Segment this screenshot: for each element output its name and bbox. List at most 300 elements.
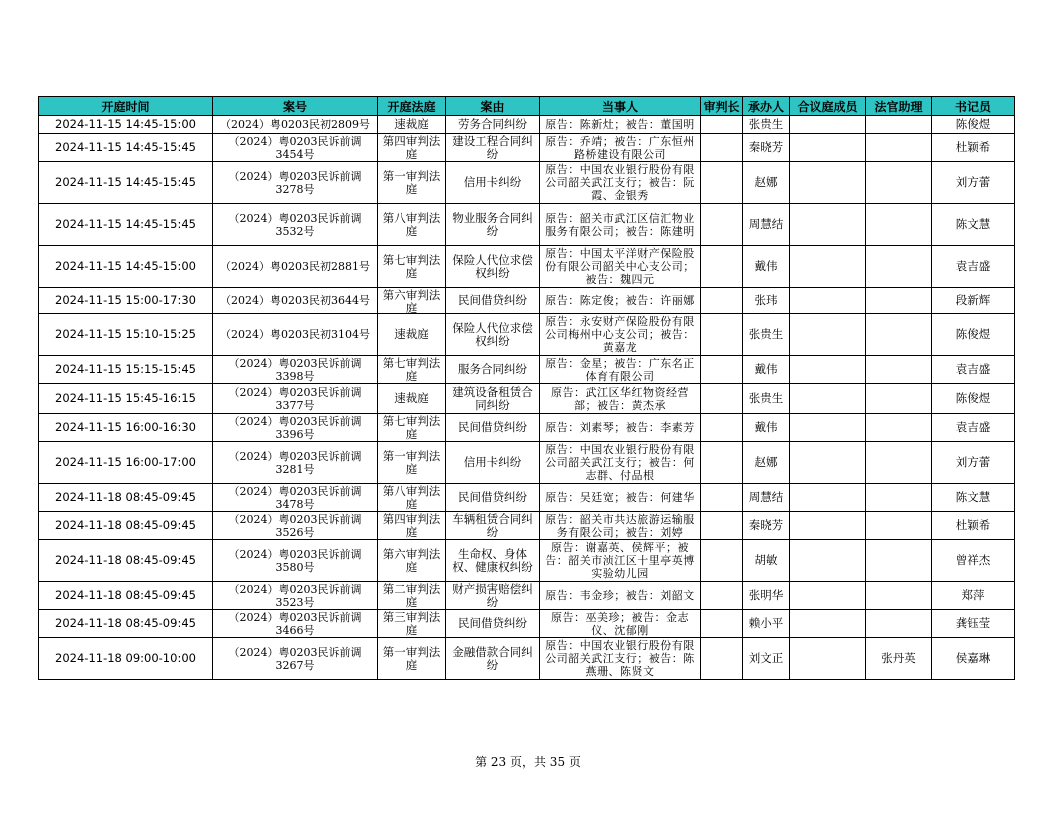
cell-clerk-text: 刘方蕾	[955, 456, 991, 469]
cell-chief-judge	[701, 540, 743, 582]
cell-cause	[446, 610, 540, 638]
cell-clerk-text: 杜颖希	[955, 519, 991, 532]
cell-assistant	[866, 610, 932, 638]
cell-assistant	[866, 540, 932, 582]
cell-chief-judge	[701, 204, 743, 246]
cell-assistant	[866, 116, 932, 134]
cell-time-text: 2024-11-15 16:00-16:30	[55, 421, 196, 434]
cell-assistant	[866, 314, 932, 356]
cell-handler-text: 张玮	[754, 294, 778, 307]
cell-handler	[743, 356, 790, 384]
cell-time	[39, 246, 213, 288]
cell-clerk	[932, 512, 1015, 540]
cell-parties-text: 原告：陈新灶；被告：董国明	[545, 118, 695, 131]
cell-case-no	[213, 442, 378, 484]
cell-case-no	[213, 314, 378, 356]
cell-panel	[790, 442, 866, 484]
cell-court	[378, 384, 446, 414]
cell-parties-text: 原告：谢嘉英、侯辉平；被告：韶关市浈江区十里亭英博实验幼儿园	[545, 541, 695, 580]
cell-court-text: 第八审判法庭	[382, 484, 441, 511]
cell-clerk-text: 陈文慧	[955, 491, 991, 504]
cell-panel	[790, 134, 866, 162]
col-header-assistant: 法官助理	[866, 97, 932, 116]
cell-court-text: 速裁庭	[394, 328, 429, 341]
cell-time	[39, 162, 213, 204]
cell-chief-judge	[701, 162, 743, 204]
cell-time-text: 2024-11-15 16:00-17:00	[55, 456, 196, 469]
cell-clerk	[932, 246, 1015, 288]
cell-case-no	[213, 484, 378, 512]
cell-parties-text: 原告：韶关市共达旅游运输服务有限公司；被告：刘婷	[545, 512, 695, 539]
cell-handler	[743, 384, 790, 414]
cell-time-text: 2024-11-15 15:00-17:30	[55, 294, 196, 307]
cell-chief-judge	[701, 314, 743, 356]
table-row	[39, 484, 1015, 512]
header-row	[39, 97, 1015, 116]
cell-cause-text: 劳务合同纠纷	[458, 118, 527, 131]
cell-parties	[540, 442, 701, 484]
cell-case-no	[213, 204, 378, 246]
cell-handler	[743, 638, 790, 680]
cell-court-text: 第四审判法庭	[382, 512, 441, 539]
cell-clerk-text: 侯嘉琳	[955, 652, 991, 665]
cell-cause-text: 民间借贷纠纷	[458, 421, 527, 434]
cell-parties-text: 原告：中国农业银行股份有限公司韶关武江支行；被告：何志群、付品根	[545, 443, 695, 482]
cell-handler	[743, 582, 790, 610]
cell-chief-judge	[701, 356, 743, 384]
table-row	[39, 314, 1015, 356]
cell-cause	[446, 512, 540, 540]
cell-clerk-text: 曾祥杰	[955, 554, 991, 567]
cell-parties	[540, 314, 701, 356]
cell-handler-text: 赵娜	[754, 456, 778, 469]
cell-handler	[743, 288, 790, 314]
cell-chief-judge	[701, 134, 743, 162]
cell-case-no	[213, 582, 378, 610]
col-header-time: 开庭时间	[39, 97, 213, 116]
cell-parties-text: 原告：中国农业银行股份有限公司韶关武江支行；被告：陈燕珊、陈贤文	[545, 639, 695, 678]
cell-clerk-text: 袁吉盛	[955, 260, 991, 273]
cell-assistant	[866, 512, 932, 540]
cell-clerk	[932, 582, 1015, 610]
cell-parties-text: 原告：陈定俊；被告：许丽娜	[545, 294, 695, 307]
cell-handler	[743, 442, 790, 484]
cell-case-no	[213, 512, 378, 540]
cell-court-text: 第一审判法庭	[382, 169, 441, 196]
cell-handler-text: 张贵生	[748, 118, 784, 131]
cell-court-text: 第六审判法庭	[382, 547, 441, 574]
cell-cause	[446, 246, 540, 288]
cell-clerk	[932, 414, 1015, 442]
cell-chief-judge	[701, 638, 743, 680]
cell-cause	[446, 582, 540, 610]
cell-case-no	[213, 246, 378, 288]
cell-clerk	[932, 288, 1015, 314]
cell-cause	[446, 414, 540, 442]
cell-parties-text: 原告：乔靖；被告：广东恒州路桥建设有限公司	[545, 134, 695, 161]
cell-panel	[790, 356, 866, 384]
cell-court	[378, 134, 446, 162]
cell-handler	[743, 610, 790, 638]
cell-case-no-text: （2024）粤0203民诉前调3523号	[228, 582, 362, 609]
cell-case-no-text: （2024）粤0203民诉前调3278号	[228, 169, 362, 196]
cell-court	[378, 162, 446, 204]
cell-court-text: 第四审判法庭	[382, 134, 441, 161]
cell-court	[378, 246, 446, 288]
cell-case-no-text: （2024）粤0203民初3644号	[220, 294, 370, 307]
table-row	[39, 384, 1015, 414]
cell-case-no	[213, 134, 378, 162]
cell-time	[39, 582, 213, 610]
table-row	[39, 540, 1015, 582]
cell-cause-text: 生命权、身体权、健康权纠纷	[452, 547, 533, 574]
cell-parties	[540, 162, 701, 204]
cell-time	[39, 540, 213, 582]
cell-time	[39, 384, 213, 414]
table-row	[39, 246, 1015, 288]
cell-time-text: 2024-11-15 14:45-15:45	[55, 218, 196, 231]
cell-panel	[790, 116, 866, 134]
cell-court	[378, 116, 446, 134]
cell-court	[378, 512, 446, 540]
cell-time-text: 2024-11-15 15:10-15:25	[55, 328, 196, 341]
cell-clerk-text: 袁吉盛	[955, 363, 991, 376]
cell-court-text: 第一审判法庭	[382, 645, 441, 672]
col-header-cause: 案由	[446, 97, 540, 116]
cell-time-text: 2024-11-15 14:45-15:00	[55, 118, 196, 131]
cell-cause-text: 建筑设备租赁合同纠纷	[452, 385, 533, 412]
cell-cause	[446, 204, 540, 246]
cell-chief-judge	[701, 582, 743, 610]
cell-court	[378, 288, 446, 314]
cell-parties	[540, 134, 701, 162]
cell-clerk-text: 陈俊煜	[955, 118, 991, 131]
cell-cause-text: 车辆租赁合同纠纷	[452, 512, 533, 539]
cell-parties	[540, 414, 701, 442]
cell-parties-text: 原告：刘素琴；被告：李素芳	[545, 421, 695, 434]
cell-handler-text: 张明华	[748, 589, 784, 602]
table-row	[39, 414, 1015, 442]
table-row	[39, 610, 1015, 638]
cell-panel	[790, 384, 866, 414]
cell-court	[378, 582, 446, 610]
cell-panel	[790, 540, 866, 582]
cell-cause	[446, 540, 540, 582]
cell-time	[39, 414, 213, 442]
cell-cause-text: 民间借贷纠纷	[458, 294, 527, 307]
cell-assistant	[866, 484, 932, 512]
cell-time	[39, 204, 213, 246]
cell-cause-text: 信用卡纠纷	[463, 456, 522, 469]
cell-handler-text: 周慧结	[748, 218, 784, 231]
cell-cause-text: 服务合同纠纷	[458, 363, 527, 376]
cell-handler	[743, 162, 790, 204]
cell-handler-text: 赵娜	[754, 176, 778, 189]
table-row	[39, 162, 1015, 204]
cell-assistant	[866, 288, 932, 314]
cell-court-text: 第七审判法庭	[382, 253, 441, 280]
cell-panel	[790, 246, 866, 288]
cell-case-no-text: （2024）粤0203民初2809号	[220, 118, 370, 131]
cell-court-text: 第八审判法庭	[382, 211, 441, 238]
cell-case-no-text: （2024）粤0203民诉前调3466号	[228, 610, 362, 637]
cell-handler	[743, 512, 790, 540]
cell-time	[39, 356, 213, 384]
cell-parties-text: 原告：中国太平洋财产保险股份有限公司韶关中心支公司；被告：魏四元	[545, 247, 695, 286]
cell-time	[39, 484, 213, 512]
cell-panel	[790, 512, 866, 540]
cell-case-no-text: （2024）粤0203民初3104号	[220, 328, 370, 341]
cell-cause-text: 物业服务合同纠纷	[452, 211, 533, 238]
cell-case-no	[213, 288, 378, 314]
cell-clerk	[932, 442, 1015, 484]
cell-time	[39, 512, 213, 540]
cell-time	[39, 610, 213, 638]
cell-cause-text: 建设工程合同纠纷	[452, 134, 533, 161]
cell-handler	[743, 134, 790, 162]
cell-case-no-text: （2024）粤0203民诉前调3532号	[228, 211, 362, 238]
cell-time-text: 2024-11-15 14:45-15:45	[55, 176, 196, 189]
cell-cause	[446, 116, 540, 134]
table-row	[39, 356, 1015, 384]
cell-cause-text: 信用卡纠纷	[463, 176, 522, 189]
cell-court	[378, 484, 446, 512]
cell-time-text: 2024-11-18 08:45-09:45	[55, 589, 196, 602]
cell-court	[378, 314, 446, 356]
cell-time-text: 2024-11-18 08:45-09:45	[55, 519, 196, 532]
cell-handler	[743, 116, 790, 134]
cell-panel	[790, 204, 866, 246]
cell-cause-text: 保险人代位求偿权纠纷	[452, 321, 533, 348]
col-header-parties: 当事人	[540, 97, 701, 116]
cell-handler-text: 戴伟	[754, 421, 778, 434]
cell-cause	[446, 356, 540, 384]
cell-parties	[540, 116, 701, 134]
cell-parties	[540, 356, 701, 384]
cell-handler-text: 秦晓芳	[748, 141, 784, 154]
cell-chief-judge	[701, 414, 743, 442]
cell-assistant	[866, 638, 932, 680]
cell-clerk	[932, 116, 1015, 134]
table-row	[39, 512, 1015, 540]
cell-time-text: 2024-11-15 14:45-15:00	[55, 260, 196, 273]
cell-court-text: 第七审判法庭	[382, 414, 441, 441]
cell-clerk-text: 刘方蕾	[955, 176, 991, 189]
cell-assistant-text: 张丹英	[881, 652, 916, 665]
cell-cause	[446, 484, 540, 512]
cell-case-no	[213, 384, 378, 414]
cell-court	[378, 442, 446, 484]
cell-case-no-text: （2024）粤0203民诉前调3398号	[228, 356, 362, 383]
cell-time-text: 2024-11-15 15:15-15:45	[55, 363, 196, 376]
cell-cause	[446, 638, 540, 680]
cell-court-text: 速裁庭	[394, 392, 429, 405]
cell-time-text: 2024-11-15 15:45-16:15	[55, 392, 196, 405]
cell-panel	[790, 414, 866, 442]
cell-case-no-text: （2024）粤0203民诉前调3526号	[228, 512, 362, 539]
cell-cause	[446, 134, 540, 162]
cell-clerk	[932, 134, 1015, 162]
cell-clerk-text: 杜颖希	[955, 141, 991, 154]
cell-court-text: 第六审判法庭	[382, 288, 441, 313]
cell-clerk	[932, 484, 1015, 512]
table-row	[39, 442, 1015, 484]
cell-time	[39, 638, 213, 680]
cell-clerk-text: 陈俊煜	[955, 392, 991, 405]
cell-assistant	[866, 162, 932, 204]
cell-parties-text: 原告：永安财产保险股份有限公司梅州中心支公司；被告：黄嘉龙	[545, 315, 695, 354]
cell-parties-text: 原告：金星；被告：广东名正体育有限公司	[545, 356, 695, 383]
cell-court-text: 第三审判法庭	[382, 610, 441, 637]
cell-assistant	[866, 414, 932, 442]
cell-cause-text: 保险人代位求偿权纠纷	[452, 253, 533, 280]
cell-court-text: 第一审判法庭	[382, 449, 441, 476]
cell-case-no	[213, 638, 378, 680]
cell-handler	[743, 484, 790, 512]
cell-case-no-text: （2024）粤0203民诉前调3281号	[228, 449, 362, 476]
table-row	[39, 288, 1015, 314]
cell-case-no-text: （2024）粤0203民诉前调3267号	[228, 645, 362, 672]
cell-clerk	[932, 540, 1015, 582]
cell-case-no-text: （2024）粤0203民诉前调3454号	[228, 134, 362, 161]
cell-time-text: 2024-11-18 08:45-09:45	[55, 491, 196, 504]
cell-case-no-text: （2024）粤0203民诉前调3478号	[228, 484, 362, 511]
cell-time	[39, 314, 213, 356]
cell-clerk-text: 陈文慧	[955, 218, 991, 231]
cell-time-text: 2024-11-18 08:45-09:45	[55, 617, 196, 630]
cell-case-no	[213, 116, 378, 134]
cell-chief-judge	[701, 116, 743, 134]
cell-assistant	[866, 582, 932, 610]
cell-time-text: 2024-11-15 14:45-15:45	[55, 141, 196, 154]
cell-panel	[790, 288, 866, 314]
table-body	[39, 116, 1015, 680]
col-header-panel: 合议庭成员	[790, 97, 866, 116]
cell-handler-text: 周慧结	[748, 491, 784, 504]
cell-assistant	[866, 356, 932, 384]
cell-parties	[540, 582, 701, 610]
cell-court	[378, 204, 446, 246]
cell-cause-text: 金融借款合同纠纷	[452, 645, 533, 672]
cell-time-text: 2024-11-18 08:45-09:45	[55, 554, 196, 567]
cell-case-no-text: （2024）粤0203民诉前调3580号	[228, 547, 362, 574]
cell-panel	[790, 484, 866, 512]
cell-case-no-text: （2024）粤0203民初2881号	[220, 260, 370, 273]
cell-assistant	[866, 134, 932, 162]
cell-cause	[446, 384, 540, 414]
cell-handler	[743, 540, 790, 582]
page-footer: 第 23 页，共 35 页	[475, 755, 581, 769]
cell-handler-text: 赖小平	[748, 617, 784, 630]
cell-panel	[790, 582, 866, 610]
cell-parties	[540, 288, 701, 314]
cell-clerk-text: 郑萍	[961, 589, 985, 602]
cell-clerk	[932, 638, 1015, 680]
cell-panel	[790, 314, 866, 356]
cell-court-text: 第二审判法庭	[382, 582, 441, 609]
cell-court	[378, 638, 446, 680]
cell-handler-text: 张贵生	[748, 328, 784, 341]
cell-parties-text: 原告：韦金珍；被告：刘韶文	[545, 589, 695, 602]
cell-clerk-text: 段新辉	[955, 294, 991, 307]
cell-court	[378, 540, 446, 582]
cell-chief-judge	[701, 442, 743, 484]
cell-parties	[540, 246, 701, 288]
cell-court-text: 速裁庭	[394, 118, 429, 131]
cell-court	[378, 356, 446, 384]
cell-cause-text: 民间借贷纠纷	[458, 617, 527, 630]
cell-parties-text: 原告：武江区华红物资经营部；被告：黄杰承	[551, 385, 689, 412]
cell-court	[378, 414, 446, 442]
cell-handler-text: 戴伟	[754, 260, 778, 273]
cell-time	[39, 116, 213, 134]
cell-time	[39, 442, 213, 484]
cell-chief-judge	[701, 246, 743, 288]
cell-clerk-text: 龚钰莹	[955, 617, 991, 630]
table-row	[39, 638, 1015, 680]
cell-panel	[790, 638, 866, 680]
cell-time	[39, 134, 213, 162]
cell-case-no	[213, 540, 378, 582]
cell-parties	[540, 610, 701, 638]
cell-assistant	[866, 384, 932, 414]
cell-court-text: 第七审判法庭	[382, 356, 441, 383]
cell-handler-text: 刘文正	[748, 652, 784, 665]
cell-parties	[540, 540, 701, 582]
cell-clerk-text: 陈俊煜	[955, 328, 991, 341]
cell-handler-text: 秦晓芳	[748, 519, 784, 532]
table-row	[39, 204, 1015, 246]
cell-handler	[743, 314, 790, 356]
cell-clerk	[932, 162, 1015, 204]
cell-handler-text: 戴伟	[754, 363, 778, 376]
cell-parties-text: 原告：韶关市武江区信汇物业服务有限公司；被告：陈建明	[545, 211, 695, 238]
col-header-case-no: 案号	[213, 97, 378, 116]
cell-time-text: 2024-11-18 09:00-10:00	[55, 652, 196, 665]
cell-clerk	[932, 384, 1015, 414]
table-row	[39, 134, 1015, 162]
cell-parties	[540, 384, 701, 414]
cell-case-no	[213, 414, 378, 442]
cell-parties-text: 原告：中国农业银行股份有限公司韶关武江支行；被告：阮霞、金银秀	[545, 163, 695, 202]
cell-handler-text: 张贵生	[748, 392, 784, 405]
cell-chief-judge	[701, 610, 743, 638]
cell-chief-judge	[701, 512, 743, 540]
cell-chief-judge	[701, 484, 743, 512]
cell-handler	[743, 246, 790, 288]
table-row	[39, 116, 1015, 134]
cell-case-no-text: （2024）粤0203民诉前调3396号	[228, 414, 362, 441]
cell-case-no	[213, 162, 378, 204]
cell-chief-judge	[701, 288, 743, 314]
cell-clerk	[932, 610, 1015, 638]
cell-panel	[790, 610, 866, 638]
col-header-handler: 承办人	[743, 97, 790, 116]
cell-handler	[743, 414, 790, 442]
cell-cause-text: 民间借贷纠纷	[458, 491, 527, 504]
cell-parties	[540, 204, 701, 246]
cell-handler-text: 胡敏	[754, 554, 778, 567]
cell-time	[39, 288, 213, 314]
cell-cause-text: 财产损害赔偿纠纷	[452, 582, 533, 609]
col-header-court: 开庭法庭	[378, 97, 446, 116]
cell-cause	[446, 288, 540, 314]
col-header-clerk: 书记员	[932, 97, 1015, 116]
col-header-chief-judge: 审判长	[701, 97, 743, 116]
cell-parties-text: 原告：吴廷宽；被告：何建华	[545, 491, 695, 504]
cell-parties	[540, 638, 701, 680]
cell-case-no	[213, 610, 378, 638]
